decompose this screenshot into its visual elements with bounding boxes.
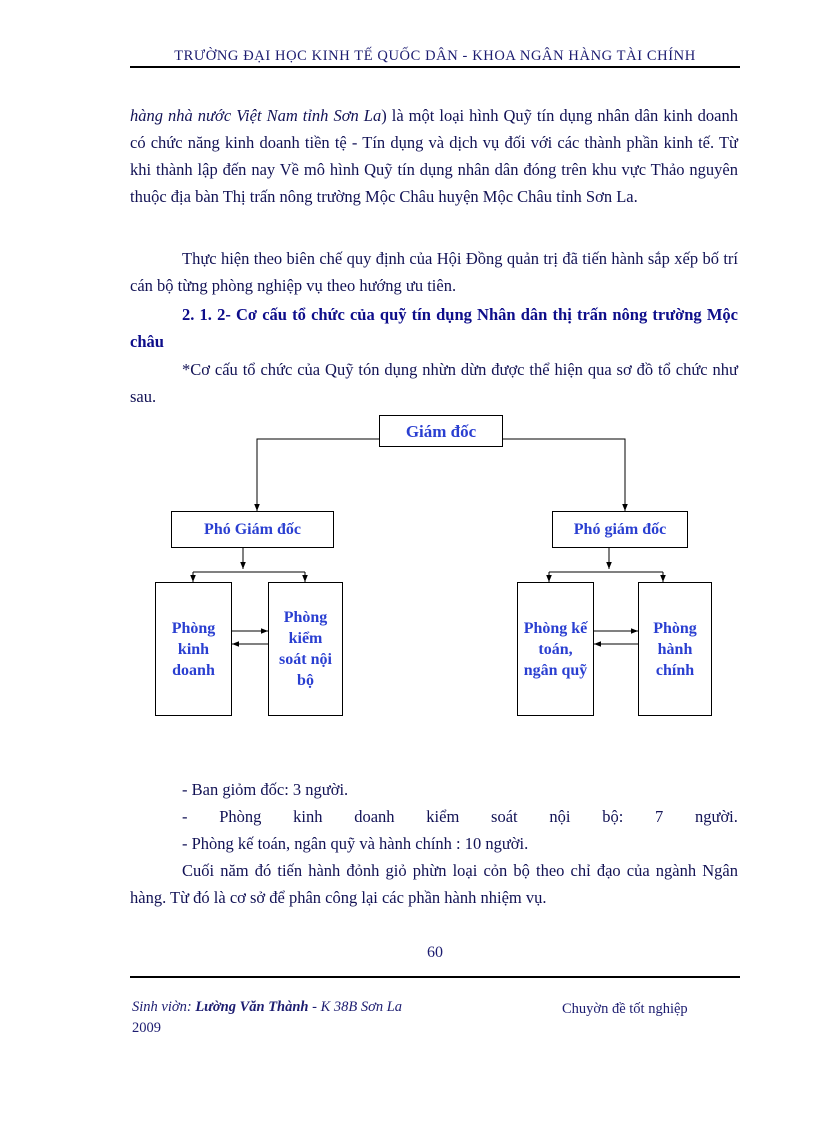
intro-italic: hàng nhà nước Việt Nam tỉnh Sơn La (130, 106, 382, 125)
connector-director-left (257, 439, 379, 511)
footer-student-name: Lường Văn Thành (195, 999, 309, 1015)
section-heading: 2. 1. 2- Cơ cấu tổ chức của quỹ tín dụng Nhân dân thị trấn nông trường Mộc châu (130, 305, 738, 351)
word: Phòng (219, 807, 262, 826)
box-deputy-left: Phó Giám đốc (171, 511, 334, 548)
staff-line-accounting-admin: - Phòng kế toán, ngân quỹ và hành chính : 10 người. (182, 834, 529, 853)
page-header: TRƯỜNG ĐẠI HỌC KINH TẾ QUỐC DÂN - KHOA NGÂN HÀNG TÀI CHÍNH (174, 48, 696, 64)
connector-director-right (503, 439, 625, 511)
footer-thesis-label: Chuyờn đề tốt nghiệp (562, 1001, 688, 1017)
word: 7 (655, 807, 664, 826)
staff-line-board: - Ban giỏm đốc: 3 người. (182, 780, 349, 799)
word: nội (549, 807, 571, 826)
word: kinh (293, 807, 323, 826)
staff-line-business-audit (182, 803, 738, 830)
footer-year: 2009 (132, 1020, 161, 1036)
box-dept-accounting: Phòng kế toán, ngân quỹ (517, 582, 594, 716)
footer-prefix: Sinh viờn: (132, 999, 196, 1015)
word: soát (491, 807, 518, 826)
box-dept-admin: Phòng hành chính (638, 582, 712, 716)
box-director: Giám đốc (379, 415, 503, 447)
box-deputy-right: Phó giám đốc (552, 511, 688, 548)
word: doanh (354, 807, 395, 826)
paragraph-closing: Cuối năm đó tiến hành đỏnh giỏ phừn loại cỏn bộ theo chỉ đạo của ngành Ngân hàng. Từ đó là cơ sở để phân công lại các phần hành nhiệm vụ. (130, 861, 738, 907)
page-number: 60 (427, 944, 443, 961)
staff-dash: - (182, 807, 188, 826)
paragraph-chart-intro: *Cơ cấu tổ chức của Quỹ tón dụng nhừn dừn được thể hiện qua sơ đồ tổ chức như sau. (130, 360, 738, 406)
intro-text: ) là một loại hình Quỹ tín dụng nhân dân kinh doanh có chức năng kinh doanh tiền tệ - Tín dụng và dịch vụ đối với các thành phần kinh tế. Từ khi thành lập đến nay Về mô hình Quỹ tín dụng nhân dân đóng trên khu vực Thảo nguyên thuộc địa bàn Thị trấn nông trường Mộc Châu huyện Mộc Châu tỉnh Sơn La. (130, 106, 739, 206)
word: người. (695, 807, 738, 826)
paragraph-staffing: Thực hiện theo biên chế quy định của Hội Đồng quản trị đã tiến hành sắp xếp bố trí cán bộ từng phòng nghiệp vụ theo hướng ưu tiên. (130, 249, 738, 295)
footer-student (132, 999, 402, 1016)
word: kiểm (426, 807, 460, 826)
box-dept-business: Phòng kinh doanh (155, 582, 232, 716)
footer-class: - K 38B Sơn La (308, 999, 403, 1015)
word: bộ: (602, 807, 624, 826)
box-dept-audit: Phòng kiểm soát nội bộ (268, 582, 343, 716)
footer-divider (130, 976, 740, 978)
